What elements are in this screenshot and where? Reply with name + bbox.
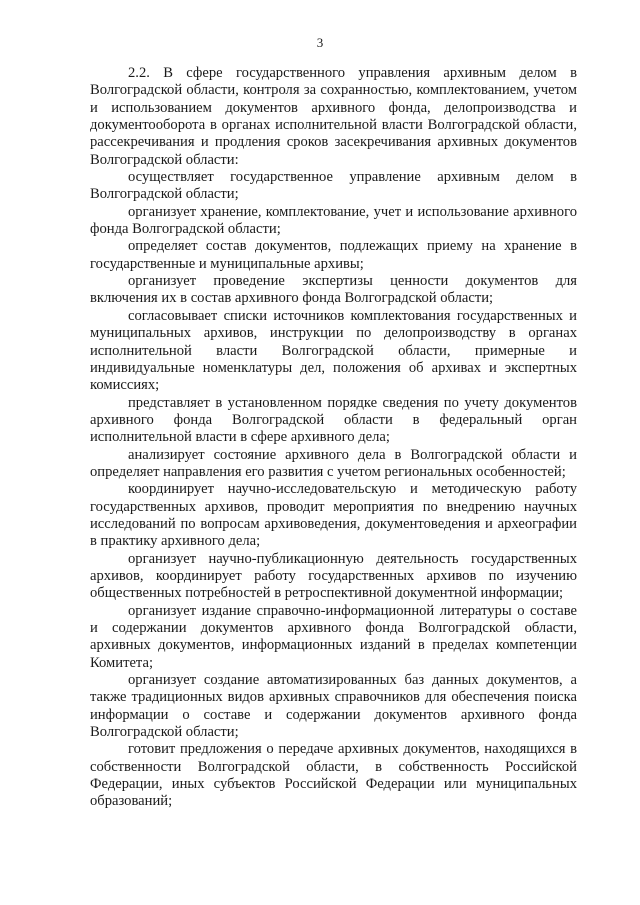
page-number: 3: [316, 35, 324, 50]
list-item-paragraph: организует проведение экспертизы ценности документов для включения их в состав архивного фонда Волгоградской области;: [90, 273, 577, 307]
section-2-2-intro-paragraph: 2.2. В сфере государственного управления архивным делом в Волгоградской области, контроля за сохранностью, комплектованием, учетом и использованием документов архивного фонда, делопроизводства и документооборота в органах исполнительной власти Волгоградской области, рассекречивания и продления сроков засекречивания архивных документов Волгоградской области:: [90, 65, 577, 168]
list-item-paragraph: анализирует состояние архивного дела в Волгоградской области и определяет направления его развития с учетом региональных особенностей;: [90, 446, 577, 480]
list-item-paragraph: организует научно-публикационную деятельность государственных архивов, координирует работу государственных архивов по изучению общественных потребностей в ретроспективной документной информации;: [90, 550, 577, 602]
list-item-paragraph: координирует научно-исследовательскую и методическую работу государственных архивов, проводит мероприятия по внедрению научных исследований по вопросам архивоведения, документоведения и археографии в практику архивного дела;: [90, 481, 577, 550]
document-body: [90, 65, 577, 811]
list-item-paragraph: готовит предложения о передаче архивных документов, находящихся в собственности Волгоградской области, в собственность Российской Федерации, иных субъектов Российской Федерации или муниципальных образований;: [90, 741, 577, 810]
list-item-paragraph: организует хранение, комплектование, учет и использование архивного фонда Волгоградской области;: [90, 203, 577, 238]
list-item-paragraph: организует издание справочно-информационной литературы о составе и содержании документов архивного фонда Волгоградской области, архивных документов, информационных изданий в пределах компетенции Комитета;: [90, 602, 577, 671]
list-item-paragraph: осуществляет государственное управление архивным делом в Волгоградской области;: [90, 169, 577, 203]
list-item-paragraph: представляет в установленном порядке сведения по учету документов архивного фонда Волгоградской области в федеральный орган исполнительной власти в сфере архивного дела;: [90, 394, 577, 446]
list-item-paragraph: организует создание автоматизированных баз данных документов, а также традиционных видов архивных справочников для обеспечения поиска информации о составе и содержании документов архивного фонда Волгоградской области;: [90, 672, 577, 741]
list-item-paragraph: определяет состав документов, подлежащих приему на хранение в государственные и муниципальные архивы;: [90, 238, 577, 272]
list-item-paragraph: согласовывает списки источников комплектования государственных и муниципальных архивов, инструкции по делопроизводству в органах исполнительной власти Волгоградской области, примерные и индивидуальные номенклатуры дел, положения об архивах и экспертных комиссиях;: [90, 307, 577, 394]
